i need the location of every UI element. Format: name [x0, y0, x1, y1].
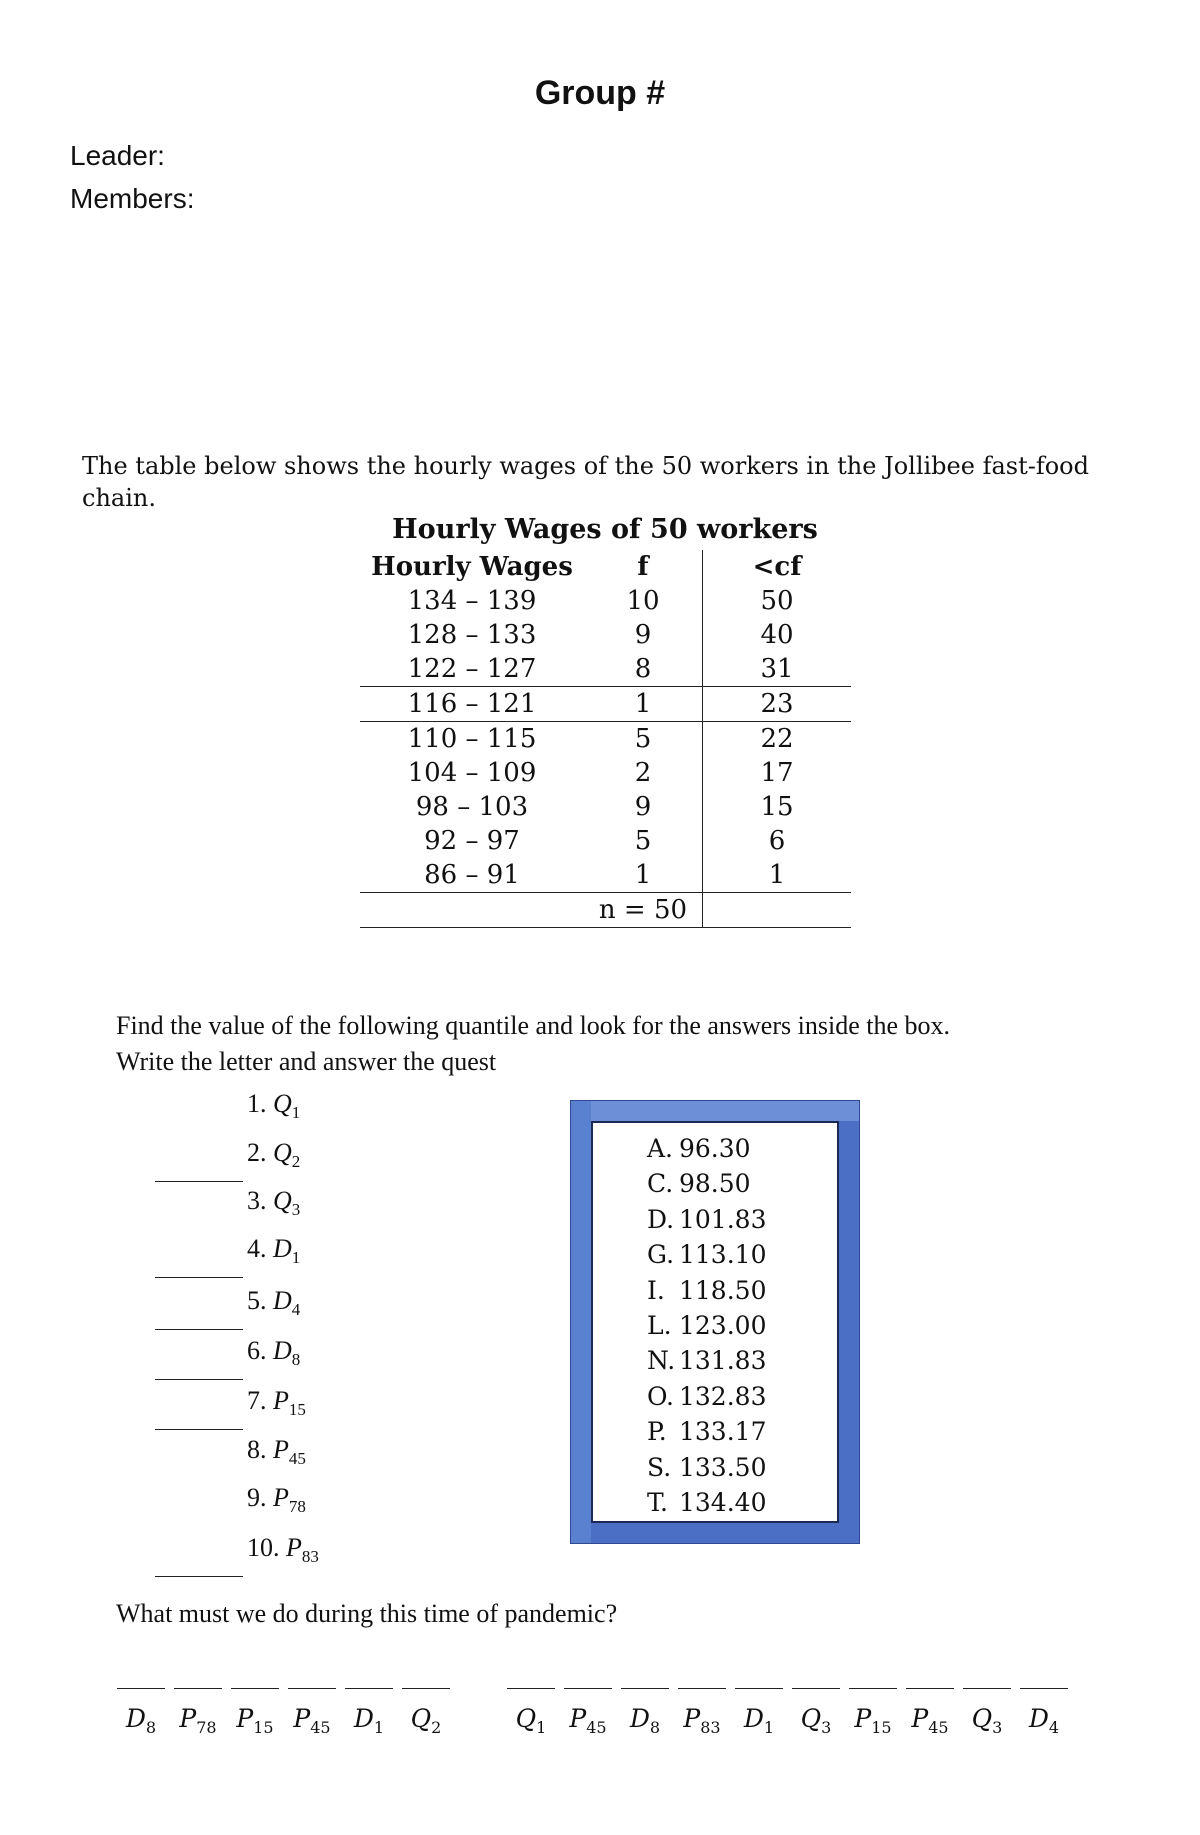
answer-option	[593, 1166, 837, 1201]
answer-letter: P.	[647, 1417, 667, 1447]
table-cell: 15	[703, 790, 852, 824]
quantile-subscript: 8	[291, 1350, 301, 1370]
quantile-symbol: P	[286, 1533, 302, 1562]
letter-slot[interactable]	[1020, 1688, 1068, 1754]
table-cell: 128 – 133	[407, 620, 537, 650]
slot-label: $D_8$	[629, 1704, 661, 1737]
answer-option	[593, 1202, 837, 1237]
slot-label: $P_{83}$	[683, 1704, 721, 1737]
quantile-symbol: D	[273, 1336, 292, 1365]
answer-blank[interactable]	[155, 1307, 243, 1330]
slot-label: $D_8$	[125, 1704, 157, 1737]
quantile-subscript: 78	[288, 1497, 306, 1517]
answer-value: 113.10	[679, 1240, 767, 1270]
table-cell: 10	[626, 586, 660, 616]
question-number: 10.	[247, 1533, 280, 1562]
answer-letter: T.	[647, 1488, 668, 1517]
quantile-symbol: Q	[273, 1138, 292, 1167]
table-cell: 122 – 127	[407, 654, 537, 684]
quantile-subscript: 83	[301, 1547, 319, 1567]
letter-slot[interactable]	[963, 1688, 1011, 1754]
letter-slot[interactable]	[345, 1688, 393, 1754]
slot-label: $Q_1$	[515, 1704, 547, 1737]
table-row	[360, 858, 851, 893]
letter-slot[interactable]	[678, 1688, 726, 1754]
table-row	[360, 824, 851, 858]
slot-label: $Q_2$	[410, 1704, 442, 1737]
answer-letter: G.	[647, 1240, 675, 1270]
answer-letter: N.	[647, 1346, 676, 1376]
quantile-symbol: P	[273, 1435, 289, 1464]
quantile-symbol: Q	[273, 1186, 292, 1215]
table-cell: 22	[703, 722, 852, 757]
letter-slot[interactable]	[288, 1688, 336, 1754]
answer-value: 133.50	[679, 1452, 767, 1482]
page-title: Group #	[534, 74, 666, 112]
table-row	[360, 790, 851, 824]
slot-label: $P_{45}$	[911, 1704, 949, 1737]
answer-letter: S.	[647, 1452, 672, 1482]
answer-option	[593, 1450, 837, 1485]
table-cell: 17	[703, 756, 852, 790]
table-cell: 86 – 91	[424, 860, 520, 890]
quantile-subscript: 1	[291, 1103, 301, 1123]
answer-letter: C.	[647, 1169, 674, 1199]
table-cell: 9	[634, 792, 652, 822]
answer-option	[593, 1414, 837, 1449]
table-row	[360, 687, 851, 722]
table-cell: 1	[703, 858, 852, 893]
intro-text: The table below shows the hourly wages of the 50 workers in the Jollibee fast-food chain.	[82, 452, 1089, 512]
answer-blank[interactable]	[155, 1554, 243, 1577]
answer-value: 132.83	[679, 1381, 767, 1411]
answer-option	[593, 1237, 837, 1272]
table-cell: 5	[634, 724, 652, 754]
question-item	[155, 1430, 415, 1470]
question-item	[155, 1181, 415, 1221]
letter-slot[interactable]	[402, 1688, 450, 1754]
answer-value: 123.00	[679, 1311, 767, 1340]
answer-value: 101.83	[679, 1204, 767, 1234]
quantile-subscript: 2	[291, 1152, 301, 1172]
quantile-subscript: 45	[288, 1449, 306, 1469]
answer-value: 133.17	[679, 1417, 767, 1447]
answer-value: 118.50	[679, 1275, 767, 1305]
answer-value: 134.40	[679, 1488, 767, 1517]
table-row	[360, 722, 851, 757]
table-cell: 92 – 97	[424, 826, 520, 856]
quantile-symbol: Q	[273, 1089, 292, 1118]
table-title: Hourly Wages of 50 workers	[392, 514, 818, 545]
question-number: 1.	[247, 1089, 267, 1118]
table-cell: 9	[634, 620, 652, 650]
slot-label: $P_{45}$	[293, 1704, 331, 1737]
table-cell: 8	[634, 654, 652, 684]
table-cell: 1	[634, 860, 652, 890]
slot-label: $D_4$	[1028, 1704, 1060, 1737]
column-header: Hourly Wages	[371, 552, 573, 582]
answer-value: 98.50	[679, 1169, 751, 1199]
table-row	[360, 584, 851, 618]
quantile-symbol: D	[273, 1286, 292, 1315]
question-item	[155, 1084, 415, 1124]
letter-slot[interactable]	[507, 1688, 555, 1754]
letter-slot[interactable]	[174, 1688, 222, 1754]
letter-slot[interactable]	[735, 1688, 783, 1754]
answer-letter: O.	[647, 1381, 674, 1411]
question-number: 6.	[247, 1336, 267, 1365]
letter-slot[interactable]	[621, 1688, 669, 1754]
answer-option	[593, 1131, 837, 1166]
members-label: Members:	[70, 183, 195, 214]
answer-blank[interactable]	[155, 1159, 243, 1182]
letter-slot[interactable]	[564, 1688, 612, 1754]
letter-slot[interactable]	[906, 1688, 954, 1754]
answer-option	[593, 1273, 837, 1308]
answer-value: 131.83	[679, 1346, 767, 1376]
question-number: 5.	[247, 1286, 267, 1315]
answer-letter: I.	[647, 1275, 665, 1305]
column-header: <cf	[703, 550, 852, 584]
answer-option	[593, 1379, 837, 1414]
wages-table	[360, 550, 851, 928]
slot-label: $D_1$	[353, 1704, 385, 1737]
letter-slot[interactable]	[792, 1688, 840, 1754]
table-cell: 98 – 103	[415, 792, 529, 822]
quantile-subscript: 1	[291, 1248, 301, 1268]
table-cell: 104 – 109	[407, 758, 537, 788]
question-item	[155, 1528, 415, 1568]
table-cell: 5	[634, 826, 652, 856]
letter-slot[interactable]	[849, 1688, 897, 1754]
question-number: 2.	[247, 1138, 267, 1167]
slot-label: $P_{45}$	[569, 1704, 607, 1737]
table-cell: 40	[703, 618, 852, 652]
quantile-symbol: P	[273, 1386, 289, 1415]
quantile-symbol: P	[273, 1483, 289, 1512]
table-cell: 110 – 115	[407, 724, 537, 754]
table-cell: 134 – 139	[407, 586, 537, 616]
letter-slot[interactable]	[231, 1688, 279, 1754]
slot-label: $P_{78}$	[179, 1704, 217, 1737]
instructions-line2: Write the letter and answer the quest	[116, 1047, 497, 1076]
letter-slot[interactable]	[117, 1688, 165, 1754]
answer-value: 96.30	[679, 1134, 751, 1163]
slot-label: $Q_3$	[971, 1704, 1003, 1737]
question-number: 8.	[247, 1435, 267, 1464]
table-row	[360, 756, 851, 790]
quantile-subscript: 15	[288, 1400, 306, 1420]
question-item	[155, 1331, 415, 1371]
table-cell: 50	[703, 584, 852, 618]
answer-blank[interactable]	[155, 1357, 243, 1380]
column-header: f	[637, 552, 649, 582]
table-row	[360, 618, 851, 652]
answer-blank[interactable]	[155, 1255, 243, 1278]
answer-blank[interactable]	[155, 1407, 243, 1430]
table-cell: 31	[703, 652, 852, 687]
leader-label: Leader:	[70, 140, 165, 171]
quantile-symbol: D	[273, 1234, 292, 1263]
question-item	[155, 1229, 415, 1269]
question-number: 3.	[247, 1186, 267, 1215]
slot-label: $Q_3$	[800, 1704, 832, 1737]
question-number: 7.	[247, 1386, 267, 1415]
slot-label: $P_{15}$	[236, 1704, 274, 1737]
answer-option	[593, 1343, 837, 1378]
question-item	[155, 1478, 415, 1518]
answer-letter: L.	[647, 1311, 672, 1340]
question-number: 4.	[247, 1234, 267, 1263]
total-cell: n = 50	[584, 893, 703, 928]
quantile-subscript: 3	[291, 1200, 301, 1220]
table-cell: 1	[584, 687, 703, 722]
slot-label: $D_1$	[743, 1704, 775, 1737]
slot-label: $P_{15}$	[854, 1704, 892, 1737]
table-cell: 6	[703, 824, 852, 858]
question-item	[155, 1133, 415, 1173]
answer-letter: A.	[647, 1134, 674, 1163]
question-item	[155, 1381, 415, 1421]
answer-option	[593, 1485, 837, 1520]
answer-option	[593, 1308, 837, 1343]
question-number: 9.	[247, 1483, 267, 1512]
question-item	[155, 1281, 415, 1321]
table-cell: 2	[634, 758, 652, 788]
puzzle-question: What must we do during this time of pandemic?	[116, 1599, 618, 1628]
table-row	[360, 652, 851, 687]
quantile-subscript: 4	[291, 1300, 301, 1320]
table-cell: 23	[703, 687, 852, 722]
table-cell: 116 – 121	[360, 687, 584, 722]
instructions-line1: Find the value of the following quantile and look for the answers inside the box.	[116, 1011, 950, 1040]
answer-box	[570, 1100, 860, 1544]
answer-letter: D.	[647, 1204, 675, 1234]
